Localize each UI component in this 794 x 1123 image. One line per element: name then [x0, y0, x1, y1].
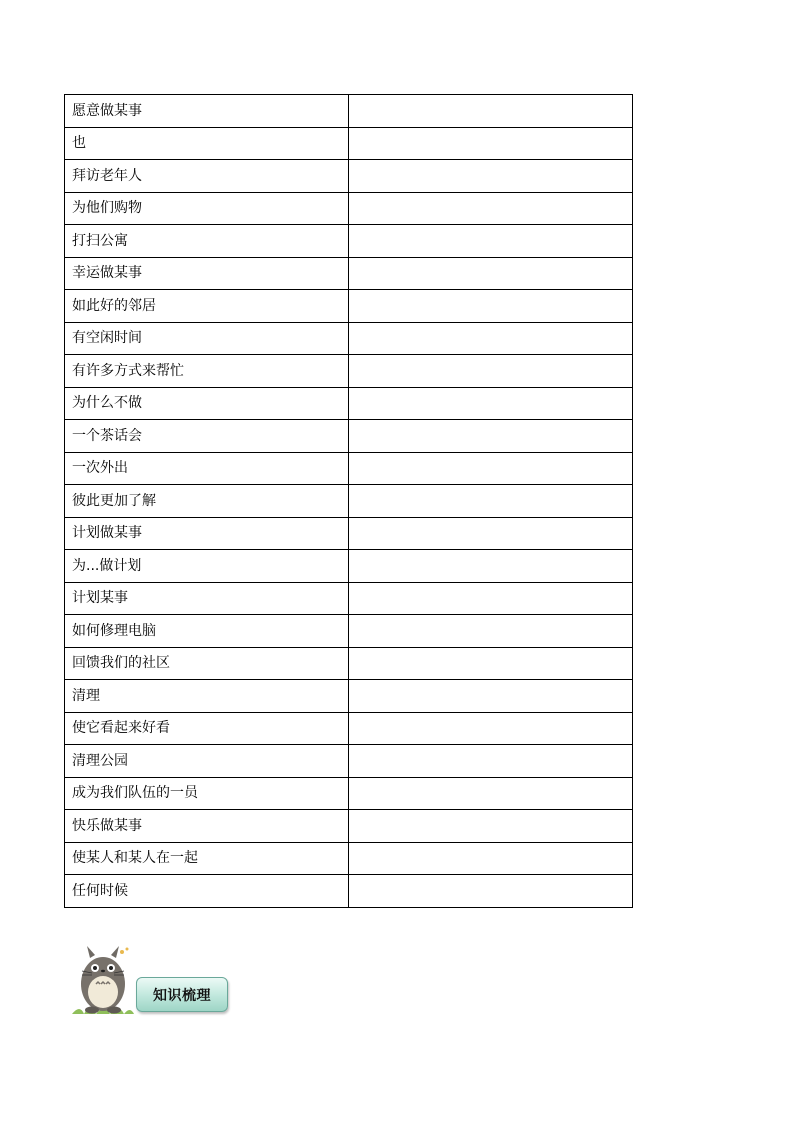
- table-row: [65, 582, 633, 615]
- answer-cell[interactable]: [349, 160, 633, 193]
- answer-cell[interactable]: [349, 192, 633, 225]
- chinese-phrase-cell: 一次外出: [65, 452, 349, 485]
- table-row: [65, 420, 633, 453]
- chinese-phrase-cell: 清理公园: [65, 745, 349, 778]
- chinese-phrase-cell: 快乐做某事: [65, 810, 349, 843]
- vocabulary-table: [64, 94, 633, 908]
- chinese-phrase-cell: 有许多方式来帮忙: [65, 355, 349, 388]
- answer-cell[interactable]: [349, 777, 633, 810]
- answer-cell[interactable]: [349, 875, 633, 908]
- answer-cell[interactable]: [349, 127, 633, 160]
- chinese-phrase-cell: 一个茶话会: [65, 420, 349, 453]
- table-row: [65, 192, 633, 225]
- table-row: [65, 875, 633, 908]
- chinese-phrase-cell: 为他们购物: [65, 192, 349, 225]
- answer-cell[interactable]: [349, 322, 633, 355]
- totoro-mascot-icon: [70, 944, 136, 1016]
- table-row: [65, 95, 633, 128]
- vocabulary-table-body: [65, 95, 633, 908]
- answer-cell[interactable]: [349, 355, 633, 388]
- answer-cell[interactable]: [349, 615, 633, 648]
- answer-cell[interactable]: [349, 550, 633, 583]
- answer-cell[interactable]: [349, 712, 633, 745]
- table-row: [65, 355, 633, 388]
- chinese-phrase-cell: 有空闲时间: [65, 322, 349, 355]
- answer-cell[interactable]: [349, 420, 633, 453]
- answer-cell[interactable]: [349, 452, 633, 485]
- chinese-phrase-cell: 幸运做某事: [65, 257, 349, 290]
- chinese-phrase-cell: 也: [65, 127, 349, 160]
- chinese-phrase-cell: 为什么不做: [65, 387, 349, 420]
- chinese-phrase-cell: 使某人和某人在一起: [65, 842, 349, 875]
- chinese-phrase-cell: 打扫公寓: [65, 225, 349, 258]
- chinese-phrase-cell: 使它看起来好看: [65, 712, 349, 745]
- chinese-phrase-cell: 愿意做某事: [65, 95, 349, 128]
- chinese-phrase-cell: 拜访老年人: [65, 160, 349, 193]
- answer-cell[interactable]: [349, 225, 633, 258]
- chinese-phrase-cell: 计划做某事: [65, 517, 349, 550]
- answer-cell[interactable]: [349, 517, 633, 550]
- chinese-phrase-cell: 如何修理电脑: [65, 615, 349, 648]
- table-row: [65, 517, 633, 550]
- answer-cell[interactable]: [349, 485, 633, 518]
- chinese-phrase-cell: 任何时候: [65, 875, 349, 908]
- chinese-phrase-cell: 回馈我们的社区: [65, 647, 349, 680]
- table-row: [65, 777, 633, 810]
- answer-cell[interactable]: [349, 387, 633, 420]
- table-row: [65, 225, 633, 258]
- table-row: [65, 160, 633, 193]
- chinese-phrase-cell: 清理: [65, 680, 349, 713]
- table-row: [65, 680, 633, 713]
- table-row: [65, 647, 633, 680]
- table-row: [65, 452, 633, 485]
- answer-cell[interactable]: [349, 582, 633, 615]
- table-row: [65, 485, 633, 518]
- answer-cell[interactable]: [349, 745, 633, 778]
- answer-cell[interactable]: [349, 680, 633, 713]
- table-row: [65, 322, 633, 355]
- section-header: [70, 944, 240, 1016]
- table-row: [65, 257, 633, 290]
- table-row: [65, 387, 633, 420]
- table-row: [65, 745, 633, 778]
- answer-cell[interactable]: [349, 290, 633, 323]
- answer-cell[interactable]: [349, 810, 633, 843]
- answer-cell[interactable]: [349, 647, 633, 680]
- table-row: [65, 615, 633, 648]
- answer-cell[interactable]: [349, 95, 633, 128]
- answer-cell[interactable]: [349, 257, 633, 290]
- table-row: [65, 810, 633, 843]
- table-row: [65, 127, 633, 160]
- section-badge: 知识梳理: [136, 977, 228, 1012]
- chinese-phrase-cell: 彼此更加了解: [65, 485, 349, 518]
- chinese-phrase-cell: 为...做计划: [65, 550, 349, 583]
- table-row: [65, 290, 633, 323]
- answer-cell[interactable]: [349, 842, 633, 875]
- chinese-phrase-cell: 如此好的邻居: [65, 290, 349, 323]
- table-row: [65, 550, 633, 583]
- chinese-phrase-cell: 成为我们队伍的一员: [65, 777, 349, 810]
- table-row: [65, 842, 633, 875]
- chinese-phrase-cell: 计划某事: [65, 582, 349, 615]
- table-row: [65, 712, 633, 745]
